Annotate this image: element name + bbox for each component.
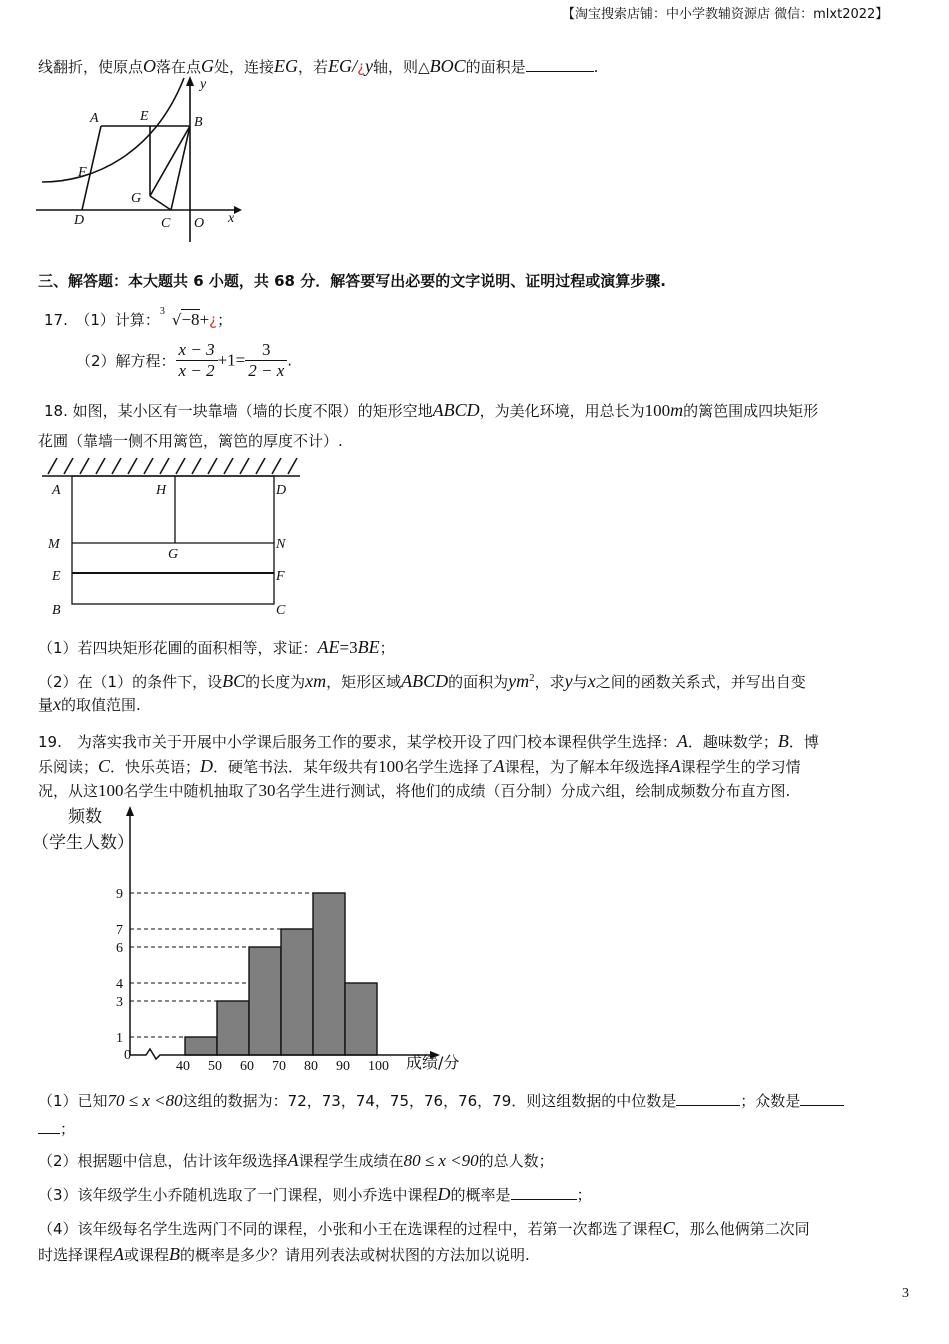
q17-plus: + bbox=[199, 310, 210, 329]
q18-part2-x: x bbox=[587, 671, 596, 691]
q18-wall-hatch-mark bbox=[256, 458, 265, 474]
q19-part3-end: ； bbox=[576, 1186, 592, 1204]
q19-part2-a: （2）根据题中信息，估计该年级选择 bbox=[38, 1152, 288, 1170]
q16-label-C: C bbox=[161, 216, 171, 231]
histogram-x-tick-label: 40 bbox=[176, 1059, 190, 1074]
q19-part2-range: 80 ≤ x <90 bbox=[403, 1151, 479, 1170]
q16-text-d: ，若 bbox=[298, 58, 329, 76]
histogram-x-tick-label: 90 bbox=[336, 1059, 350, 1074]
q17-part1-label: 17. （1）计算： bbox=[44, 311, 160, 329]
q18-label-N: N bbox=[276, 537, 286, 552]
q18-part2-g: 之间的函数关系式，并写出自变 bbox=[595, 673, 806, 691]
q19-line3-b: 名学生中随机抽取了 bbox=[123, 782, 259, 800]
section3-title: 三、解答题：本大题共 6 小题，共 68 分．解答要写出必要的文字说明、证明过程或演算步骤. bbox=[38, 272, 666, 290]
histogram-y-arrow bbox=[126, 806, 134, 816]
q19-part1 bbox=[38, 1090, 844, 1111]
q17-part1 bbox=[44, 306, 233, 330]
q19-part2-c: 的总人数； bbox=[478, 1152, 554, 1170]
q18-ABCD: ABCD bbox=[432, 400, 480, 420]
q18-line2: 花圃（靠墙一侧不用篱笆，篱笆的厚度不计）. bbox=[38, 432, 343, 450]
q16-seg-CB bbox=[171, 126, 190, 210]
q19-n100: 100 bbox=[378, 757, 404, 776]
q19-line2-f: 课程学生的学习情 bbox=[680, 758, 801, 776]
q18-wall-hatch-mark bbox=[80, 458, 89, 474]
q18-label-H: H bbox=[156, 483, 167, 498]
q19-part1-a: （1）已知 bbox=[38, 1092, 108, 1110]
q18-part2-e: ，求 bbox=[534, 673, 565, 691]
q19-chart-ylabel-line2: （学生人数） bbox=[32, 833, 134, 853]
q16-label-B: B bbox=[194, 115, 203, 130]
q16-text-e: 轴，则 bbox=[373, 58, 419, 76]
histogram-bar bbox=[313, 893, 345, 1055]
q18-label-C: C bbox=[276, 603, 286, 618]
q18-part2-y: y bbox=[508, 671, 517, 691]
q19-part1-c: ；众数是 bbox=[740, 1092, 801, 1110]
q17-lhs-fraction bbox=[176, 340, 218, 381]
q17-rhs-den: 2 − x bbox=[248, 361, 285, 380]
q18-part2-b: 的长度为 bbox=[245, 673, 306, 691]
q17-rhs-fraction bbox=[245, 340, 287, 381]
q17-radical-sign: √ bbox=[171, 311, 182, 329]
q16-text-c: 处，连接 bbox=[214, 58, 275, 76]
q19-line1 bbox=[38, 731, 819, 752]
histogram-y-tick-label: 4 bbox=[116, 977, 123, 992]
q18-line1-b: ，为美化环境，用总长为 bbox=[479, 402, 645, 420]
q18-wall-hatch-mark bbox=[272, 458, 281, 474]
q19-line2-d: 名学生选择了 bbox=[403, 758, 494, 776]
histogram-bar bbox=[345, 983, 377, 1055]
q16-label-E: E bbox=[140, 109, 149, 124]
q19-part4 bbox=[38, 1218, 810, 1239]
q18-label-G: G bbox=[168, 547, 179, 562]
q17-radicand: −8 bbox=[181, 310, 200, 329]
q17-garble: ¿ bbox=[209, 311, 218, 329]
q18-part2-line2 bbox=[38, 694, 141, 715]
q16-O: O bbox=[143, 56, 157, 76]
q18-wall-hatch-mark bbox=[112, 458, 121, 474]
q18-part2-line2-b: 的取值范围. bbox=[61, 696, 141, 714]
q19-histogram bbox=[30, 800, 490, 1080]
q18-part2-f: 与 bbox=[572, 673, 588, 691]
q19-line1-b: ．趣味数学； bbox=[687, 733, 778, 751]
q17-cube-root bbox=[159, 306, 200, 330]
q19-part4-line2-c: 的概率是多少？请用列表法或树状图的方法加以说明. bbox=[180, 1246, 530, 1264]
q19-part1-b: 这组的数据为：72，73，74，75，76，76，79．则这组数据的中位数是 bbox=[182, 1092, 677, 1110]
q18-wall-hatching bbox=[48, 458, 297, 474]
q18-label-B: B bbox=[52, 603, 61, 618]
q19-line3-c: 名学生进行测试，将他们的成绩（百分制）分成六组，绘制成频数分布直方图. bbox=[275, 782, 791, 800]
q18-part2-d: 的面积为 bbox=[448, 673, 509, 691]
histogram-bar bbox=[281, 929, 313, 1055]
q18-wall-hatch-mark bbox=[64, 458, 73, 474]
q16-EG: EG bbox=[274, 56, 299, 76]
q16-label-F: F bbox=[78, 165, 87, 180]
q19-part1-line2 bbox=[38, 1118, 75, 1139]
q19-A: A bbox=[676, 731, 688, 751]
q18-wall-hatch-mark bbox=[128, 458, 137, 474]
q18-wall-hatch-mark bbox=[144, 458, 153, 474]
q19-part4-a: （4）该年级每名学生选两门不同的课程，小张和小王在选课程的过程中，若第一次都选了课程 bbox=[38, 1220, 663, 1238]
histogram-x-tick-label: 50 bbox=[208, 1059, 222, 1074]
q19-part4-line2-a: 时选择课程 bbox=[38, 1246, 114, 1264]
q19-line2-a: 乐阅读； bbox=[38, 758, 99, 776]
histogram-y-tick-label: 9 bbox=[116, 887, 123, 902]
q16-seg-GC bbox=[150, 196, 171, 210]
histogram-x-tick-label: 80 bbox=[304, 1059, 318, 1074]
q16-answer-blank[interactable] bbox=[526, 57, 594, 72]
q16-text-a: 线翻折，使原点 bbox=[38, 58, 144, 76]
q18-part2-line2-a: 量 bbox=[38, 696, 54, 714]
q16-label-D: D bbox=[74, 213, 85, 228]
q18-label-E: E bbox=[52, 569, 61, 584]
q18-label-D: D bbox=[276, 483, 287, 498]
q19-chart-xticks bbox=[176, 1059, 389, 1074]
q19-A2: A bbox=[493, 756, 505, 776]
q16-label-y: y bbox=[200, 77, 207, 92]
q18-part2-c: ，矩形区域 bbox=[326, 673, 402, 691]
q16-figure bbox=[34, 74, 244, 244]
q19-B: B bbox=[777, 731, 789, 751]
q18-wall-hatch-mark bbox=[160, 458, 169, 474]
q16-G: G bbox=[201, 56, 215, 76]
q19-line2-c: ．硬笔书法．某年级共有 bbox=[213, 758, 379, 776]
q16-end: . bbox=[593, 58, 599, 76]
q16-curve bbox=[42, 78, 184, 182]
q19-n30: 30 bbox=[258, 781, 276, 800]
q19-part3-b: 的概率是 bbox=[450, 1186, 511, 1204]
q16-label-x: x bbox=[228, 211, 235, 226]
q19-chart-yticks bbox=[116, 887, 123, 1046]
q19-C: C bbox=[98, 756, 111, 776]
q18-part1-AE: AE bbox=[317, 637, 340, 657]
histogram-y-tick-label: 6 bbox=[116, 941, 123, 956]
q18-rect-ABCD bbox=[72, 476, 274, 604]
q19-part1-median-blank[interactable] bbox=[676, 1091, 740, 1106]
q19-part3-blank[interactable] bbox=[511, 1185, 577, 1200]
q18-wall-hatch-mark bbox=[288, 458, 297, 474]
q18-len: 100 bbox=[644, 401, 671, 420]
q18-wall-hatch-mark bbox=[48, 458, 57, 474]
q18-part2-xm: xm bbox=[305, 671, 327, 691]
q18-part2-m: m bbox=[516, 671, 530, 691]
q19-part2-b: 课程学生成绩在 bbox=[298, 1152, 404, 1170]
q16-label-G: G bbox=[131, 191, 142, 206]
q16-y: y bbox=[365, 56, 374, 76]
q18-part2-sup: 2 bbox=[529, 672, 535, 684]
q18-part2-line2-x: x bbox=[53, 694, 62, 714]
q19-line1-a: 19. 为落实我市关于开展中小学课后服务工作的要求，某学校开设了四门校本课程供学生选择： bbox=[38, 733, 677, 751]
q16-slash: / bbox=[352, 56, 358, 76]
q18-wall-hatch-mark bbox=[192, 458, 201, 474]
q17-semicolon: ； bbox=[217, 311, 233, 329]
histogram-bar bbox=[185, 1037, 217, 1055]
q18-label-M: M bbox=[48, 537, 60, 552]
q19-part4-b: ，那么他俩第二次同 bbox=[674, 1220, 810, 1238]
q18-part2-y2: y bbox=[564, 671, 573, 691]
q18-m: m bbox=[670, 400, 684, 420]
q19-line2 bbox=[38, 756, 801, 777]
q16-BOC: BOC bbox=[429, 56, 466, 76]
q19-part4-line2-b: 或课程 bbox=[124, 1246, 170, 1264]
q19-n100b: 100 bbox=[98, 781, 124, 800]
q18-line1-a: 18. 如图，某小区有一块靠墙（墙的长度不限）的矩形空地 bbox=[44, 402, 433, 420]
histogram-x-tick-label: 60 bbox=[240, 1059, 254, 1074]
q16-label-A: A bbox=[90, 111, 99, 126]
q19-D: D bbox=[200, 756, 214, 776]
q16-y-arrow bbox=[186, 76, 194, 86]
q19-chart-xlabel: 成绩/分 bbox=[406, 1053, 460, 1072]
q18-wall-hatch-mark bbox=[176, 458, 185, 474]
q19-part4-B: B bbox=[169, 1244, 181, 1264]
q18-part2 bbox=[38, 671, 806, 692]
histogram-x-tick-label: 100 bbox=[368, 1059, 389, 1074]
q18-line1-c: 的篱笆围成四块矩形 bbox=[683, 402, 819, 420]
q19-line3 bbox=[38, 780, 790, 801]
q19-part3 bbox=[38, 1184, 592, 1205]
q17-dot: . bbox=[287, 351, 293, 370]
q19-part4-C: C bbox=[662, 1218, 675, 1238]
histogram-y-tick-label: 7 bbox=[116, 923, 123, 938]
histogram-bar bbox=[217, 1001, 249, 1055]
histogram-y-tick-label: 1 bbox=[116, 1031, 123, 1046]
q19-part2 bbox=[38, 1150, 554, 1171]
q19-chart-bars bbox=[185, 893, 377, 1055]
histogram-x-tick-label: 70 bbox=[272, 1059, 286, 1074]
q19-chart-origin: 0 bbox=[124, 1048, 131, 1063]
q18-wall-hatch-mark bbox=[240, 458, 249, 474]
q19-part1-range: 70 ≤ x <80 bbox=[107, 1091, 183, 1110]
q17-root-index: 3 bbox=[159, 306, 165, 317]
q19-line2-b: ．快乐英语； bbox=[110, 758, 201, 776]
q18-part1 bbox=[38, 637, 395, 658]
q16-text-b: 落在点 bbox=[156, 58, 202, 76]
q19-part3-D: D bbox=[437, 1184, 451, 1204]
q19-part1-end: ； bbox=[60, 1120, 76, 1138]
q18-part2-ABCD: ABCD bbox=[401, 671, 449, 691]
q16-label-O: O bbox=[194, 216, 205, 231]
q19-line2-e: 课程，为了解本年级选择 bbox=[504, 758, 670, 776]
q19-part2-A: A bbox=[287, 1150, 299, 1170]
histogram-bar bbox=[249, 947, 281, 1055]
q17-part2-label: （2）解方程： bbox=[76, 352, 176, 370]
q19-line3-a: 况，从这 bbox=[38, 782, 99, 800]
q18-part2-a: （2）在（1）的条件下，设 bbox=[38, 673, 223, 691]
q16-triangle: △ bbox=[418, 58, 430, 76]
q16-seg-GB bbox=[150, 126, 190, 196]
q18-part2-BC: BC bbox=[222, 671, 246, 691]
q19-part1-mode-blank-cont[interactable] bbox=[38, 1119, 60, 1134]
q18-wall-hatch-mark bbox=[96, 458, 105, 474]
q16-x-arrow bbox=[234, 206, 242, 214]
q16-EG2: EG bbox=[328, 56, 353, 76]
q18-part1-eq: =3 bbox=[339, 638, 358, 657]
q18-label-F: F bbox=[276, 569, 285, 584]
page-number: 3 bbox=[902, 1286, 909, 1301]
q19-part4-A: A bbox=[113, 1244, 125, 1264]
q19-part4-line2 bbox=[38, 1244, 530, 1265]
q17-part2 bbox=[76, 340, 292, 381]
q17-lhs-num: x − 3 bbox=[176, 340, 218, 361]
q16-text-f: 的面积是 bbox=[465, 58, 526, 76]
q18-part1-a: （1）若四块矩形花圃的面积相等，求证： bbox=[38, 639, 318, 657]
histogram-y-tick-label: 3 bbox=[116, 995, 123, 1010]
q19-chart-ylabel-line1: 频数 bbox=[68, 807, 102, 827]
q18-line1 bbox=[44, 400, 818, 421]
header-shop-info: 【淘宝搜索店铺：中小学教辅资源店 微信：mlxt2022】 bbox=[562, 7, 889, 22]
q18-wall-hatch-mark bbox=[224, 458, 233, 474]
q18-label-A: A bbox=[52, 483, 61, 498]
q18-figure bbox=[38, 454, 308, 620]
q17-plus-one: +1= bbox=[217, 350, 246, 370]
q18-part1-BE: BE bbox=[357, 637, 380, 657]
q17-lhs-den: x − 2 bbox=[178, 361, 215, 380]
q17-rhs-num: 3 bbox=[245, 340, 287, 361]
q19-line1-c: ．博 bbox=[788, 733, 819, 751]
q18-wall-hatch-mark bbox=[208, 458, 217, 474]
q18-part1-end: ； bbox=[379, 639, 395, 657]
q19-A3: A bbox=[669, 756, 681, 776]
q19-part3-a: （3）该年级学生小乔随机选取了一门课程，则小乔选中课程 bbox=[38, 1186, 438, 1204]
q19-part1-mode-blank[interactable] bbox=[800, 1091, 844, 1106]
q16-garble: ¿ bbox=[357, 58, 366, 76]
